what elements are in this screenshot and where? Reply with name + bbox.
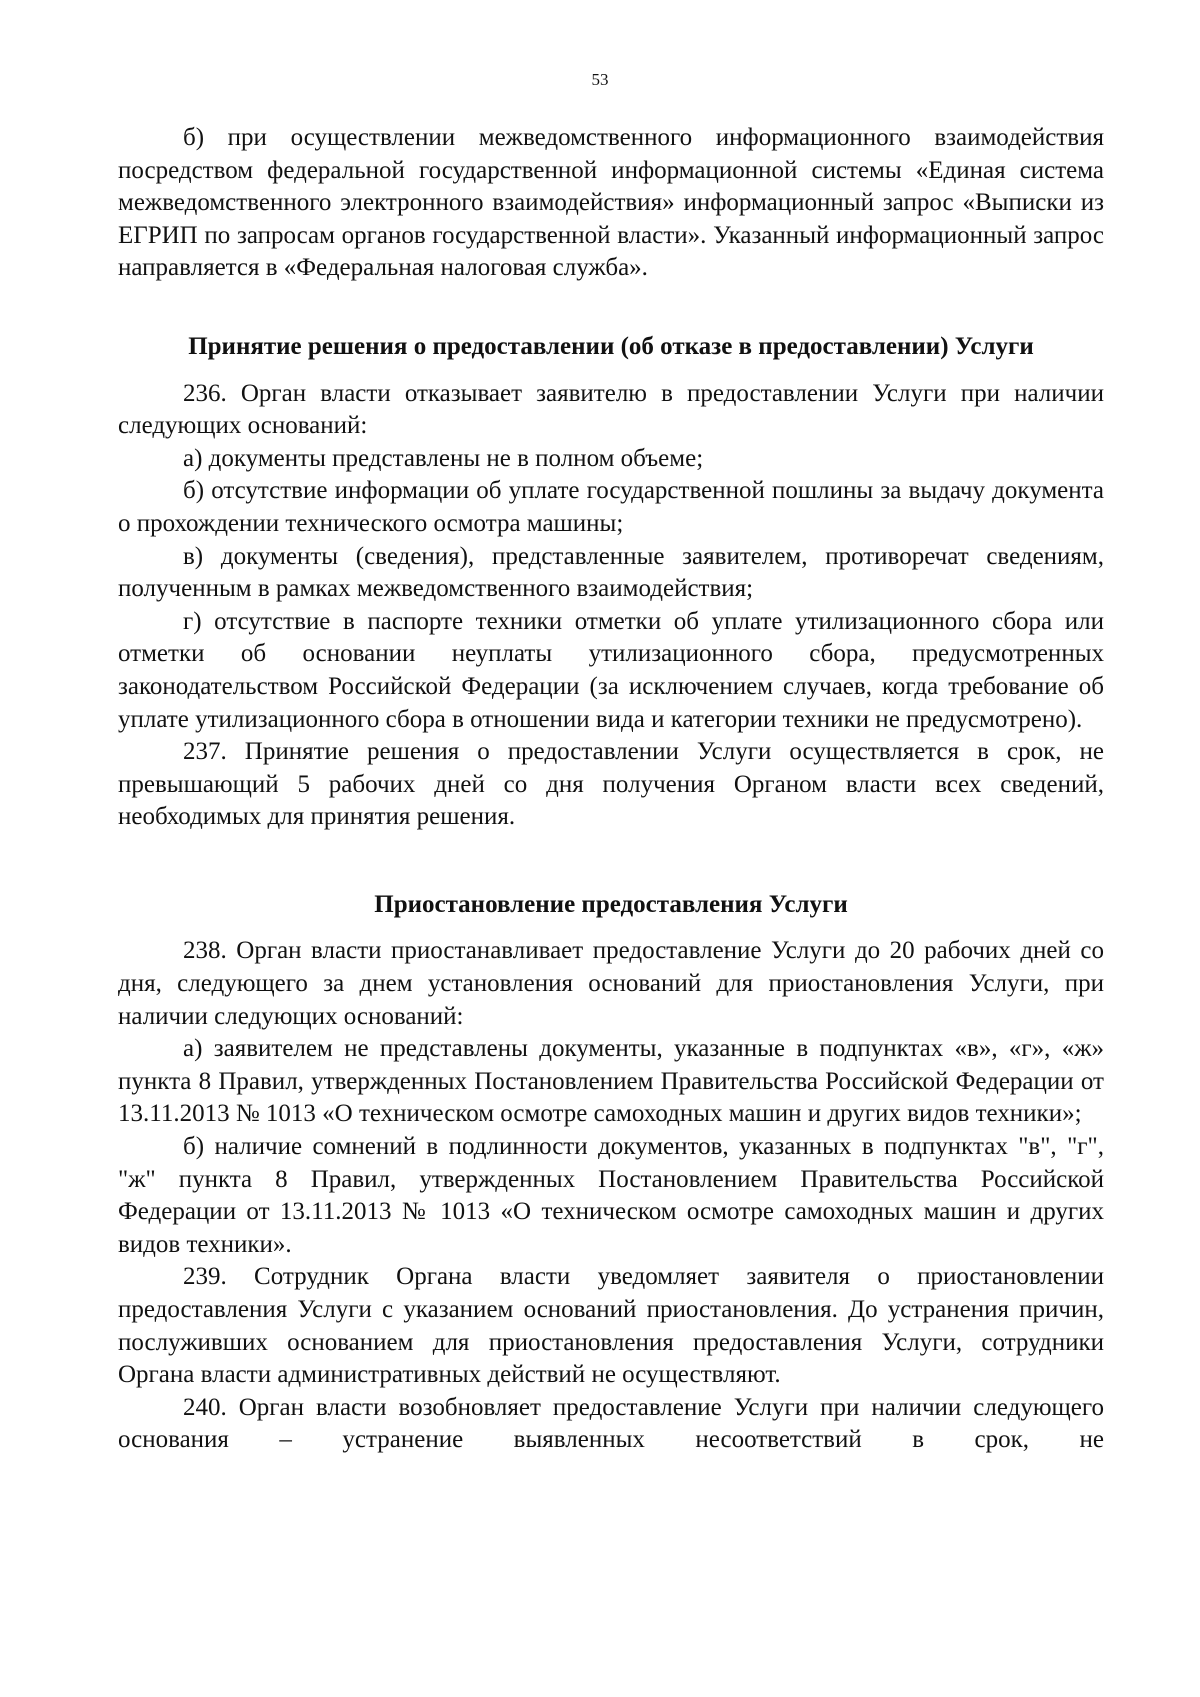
list-item-a: а) заявителем не представлены документы, указанные в подпунктах «в», «г», «ж» пункта 8 Правил, утвержденных Постановлением Правительства Российской Федерации от 13.11.2013 № 1013 «О техническом осмотре самоходных машин и других видов техники»; xyxy=(118,1035,1104,1128)
paragraph-238: 238. Орган власти приостанавливает предоставление Услуги до 20 рабочих дней со дня, следующего за днем установления оснований для приостановления Услуги, при наличии следующих оснований: xyxy=(118,937,1104,1030)
list-item-g: г) отсутствие в паспорте техники отметки об уплате утилизационного сбора или отметки об основании неуплаты утилизационного сбора, предусмотренных законодательством Российской Федерации (за исключением случаев, когда требование об уплате утилизационного сбора в отношении вида и категории техники не предусмотрено). xyxy=(118,607,1104,733)
section-heading-suspension: Приостановление предоставления Услуги xyxy=(374,890,848,918)
paragraph-236: 236. Орган власти отказывает заявителю в предоставлении Услуги при наличии следующих оснований: xyxy=(118,379,1104,440)
list-item-b: б) наличие сомнений в подлинности документов, указанных в подпунктах "в", "г", "ж" пункта 8 Правил, утвержденных Постановлением Правительства Российской Федерации от 13.11.2013 № 1013 «О техническом осмотре самоходных машин и других видов техники». xyxy=(118,1133,1104,1258)
paragraph-239: 239. Сотрудник Органа власти уведомляет заявителя о приостановлении предоставления Услуги с указанием оснований приостановления. До устранения причин, послуживших основанием для приостановления предоставления Услуги, сотрудники Органа власти административных действий не осуществляют. xyxy=(118,1263,1104,1389)
list-item-v: в) документы (сведения), представленные заявителем, противоречат сведениям, полученным в рамках межведомственного взаимодействия; xyxy=(118,542,1104,603)
page-number: 53 xyxy=(591,70,609,89)
list-item-b: б) отсутствие информации об уплате государственной пошлины за выдачу документа о прохождении технического осмотра машины; xyxy=(118,477,1104,537)
paragraph-240: 240. Орган власти возобновляет предоставление Услуги при наличии следующего основания – устранение выявленных несоответствий в срок, не xyxy=(118,1393,1104,1454)
document-body xyxy=(118,122,1104,1457)
section-heading-decision: Принятие решения о предоставлении (об отказе в предоставлении) Услуги xyxy=(188,332,1034,360)
paragraph-237: 237. Принятие решения о предоставлении Услуги осуществляется в срок, не превышающий 5 рабочих дней со дня получения Органом власти всех сведений, необходимых для принятия решения. xyxy=(118,738,1104,831)
paragraph: б) при осуществлении межведомственного информационного взаимодействия посредством федеральной государственной информационной системы «Единая система межведомственного электронного взаимодействия» информационный запрос «Выписки из ЕГРИП по запросам органов государственной власти». Указанный информационный запрос направляется в «Федеральная налоговая служба». xyxy=(118,124,1104,282)
list-item-a: а) документы представлены не в полном объеме; xyxy=(183,444,704,472)
